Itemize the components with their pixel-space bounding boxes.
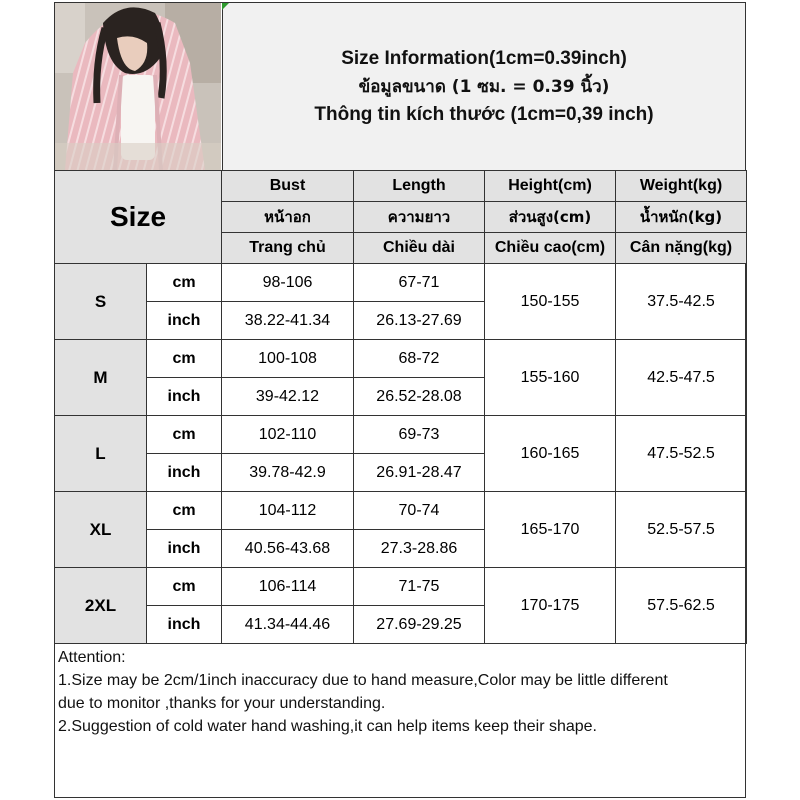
height-range: 160-165 <box>485 416 616 492</box>
height-range: 155-160 <box>485 340 616 416</box>
bust-inch: 39-42.12 <box>222 378 354 416</box>
bust-inch: 39.78-42.9 <box>222 454 354 492</box>
attention-notes <box>55 646 745 738</box>
header-title-english: Size Information(1cm=0.39inch) <box>341 47 627 69</box>
bust-cm: 98-106 <box>222 264 354 302</box>
length-inch: 26.52-28.08 <box>354 378 485 416</box>
col-bust-th: หน้าอก <box>222 202 354 233</box>
col-length-vi: Chiều dài <box>354 233 485 264</box>
weight-range: 47.5-52.5 <box>616 416 747 492</box>
header-title-vietnamese: Thông tin kích thước (1cm=0,39 inch) <box>314 103 654 125</box>
bust-cm: 104-112 <box>222 492 354 530</box>
weight-range: 57.5-62.5 <box>616 568 747 644</box>
col-length-th: ความยาว <box>354 202 485 233</box>
corner-triangle-icon <box>222 3 229 10</box>
length-inch: 26.91-28.47 <box>354 454 485 492</box>
unit-inch: inch <box>147 378 222 416</box>
size-label: 2XL <box>55 568 147 644</box>
weight-range: 42.5-47.5 <box>616 340 747 416</box>
notes-line-1: 1.Size may be 2cm/1inch inaccuracy due to hand measure,Color may be little different <box>58 672 668 689</box>
unit-cm: cm <box>147 340 222 378</box>
unit-cm: cm <box>147 492 222 530</box>
unit-inch: inch <box>147 454 222 492</box>
bust-cm: 100-108 <box>222 340 354 378</box>
size-label: L <box>55 416 147 492</box>
col-weight-en: Weight(kg) <box>616 171 747 202</box>
height-range: 150-155 <box>485 264 616 340</box>
length-cm: 67-71 <box>354 264 485 302</box>
height-range: 165-170 <box>485 492 616 568</box>
bust-cm: 106-114 <box>222 568 354 606</box>
notes-line-2: due to monitor ,thanks for your understanding. <box>58 695 386 712</box>
unit-inch: inch <box>147 302 222 340</box>
col-weight-th: น้ำหนัก(kg) <box>616 202 747 233</box>
height-range: 170-175 <box>485 568 616 644</box>
size-info-header <box>222 3 745 170</box>
product-photo <box>55 3 221 170</box>
length-cm: 69-73 <box>354 416 485 454</box>
table-row <box>55 340 747 378</box>
length-cm: 70-74 <box>354 492 485 530</box>
length-inch: 26.13-27.69 <box>354 302 485 340</box>
length-cm: 71-75 <box>354 568 485 606</box>
bust-inch: 38.22-41.34 <box>222 302 354 340</box>
weight-range: 37.5-42.5 <box>616 264 747 340</box>
col-height-th: ส่วนสูง(cm) <box>485 202 616 233</box>
length-inch: 27.3-28.86 <box>354 530 485 568</box>
col-height-en: Height(cm) <box>485 171 616 202</box>
unit-cm: cm <box>147 568 222 606</box>
bust-inch: 41.34-44.46 <box>222 606 354 644</box>
length-cm: 68-72 <box>354 340 485 378</box>
length-inch: 27.69-29.25 <box>354 606 485 644</box>
col-weight-vi: Cân nặng(kg) <box>616 233 747 264</box>
bust-inch: 40.56-43.68 <box>222 530 354 568</box>
size-table <box>54 170 747 644</box>
col-bust-en: Bust <box>222 171 354 202</box>
weight-range: 52.5-57.5 <box>616 492 747 568</box>
notes-title: Attention: <box>58 649 126 666</box>
table-row <box>55 416 747 454</box>
header-title-thai: ข้อมูลขนาด (1 ซม. = 0.39 นิ้ว) <box>358 76 610 97</box>
bust-cm: 102-110 <box>222 416 354 454</box>
notes-line-3: 2.Suggestion of cold water hand washing,it can help items keep their shape. <box>58 718 597 735</box>
unit-inch: inch <box>147 530 222 568</box>
size-label: M <box>55 340 147 416</box>
col-bust-vi: Trang chủ <box>222 233 354 264</box>
size-label: S <box>55 264 147 340</box>
col-height-vi: Chiều cao(cm) <box>485 233 616 264</box>
table-row <box>55 568 747 606</box>
size-label: XL <box>55 492 147 568</box>
col-length-en: Length <box>354 171 485 202</box>
unit-cm: cm <box>147 416 222 454</box>
unit-inch: inch <box>147 606 222 644</box>
size-column-header: Size <box>55 171 222 264</box>
unit-cm: cm <box>147 264 222 302</box>
table-row <box>55 264 747 302</box>
table-row <box>55 492 747 530</box>
